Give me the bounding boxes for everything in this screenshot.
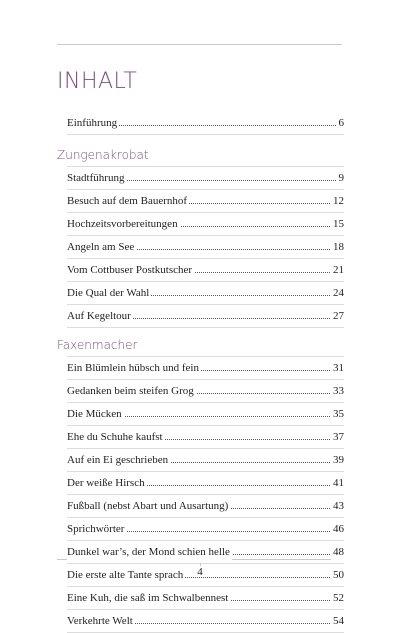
page-title: INHALT: [57, 69, 138, 94]
toc-entry-page-number: 33: [331, 380, 344, 402]
toc-entry[interactable]: [67, 495, 344, 518]
toc-entry-title: Auf Kegeltour: [67, 305, 133, 327]
toc-entry-title: Stadtführung: [67, 167, 126, 189]
toc-entry-page-number: 27: [331, 305, 344, 327]
toc-entry-introduction[interactable]: [67, 112, 344, 135]
toc-entry-page-number: 50: [331, 564, 344, 586]
toc-entry-page-number: 43: [331, 495, 344, 517]
toc-entry-title: Auf ein Ei geschrieben: [67, 449, 170, 471]
toc-entry[interactable]: [67, 213, 344, 236]
top-divider: [57, 44, 342, 45]
toc-entry[interactable]: [67, 380, 344, 403]
toc-entry-page-number: 12: [331, 190, 344, 212]
toc-entry[interactable]: [67, 426, 344, 449]
toc-section-zungenakrobat: [57, 166, 344, 328]
toc-entry-title: Dunkel war’s, der Mond schien helle: [67, 541, 232, 563]
toc-entry-title: Sprichwörter: [67, 518, 126, 540]
page-number: 4: [197, 566, 203, 578]
toc-entry-page-number: 37: [331, 426, 344, 448]
toc-entry-page-number: 9: [337, 167, 345, 189]
toc-entry[interactable]: [67, 541, 344, 564]
toc-entry[interactable]: [67, 166, 344, 190]
toc-entry-title: Einführung: [67, 112, 119, 134]
toc-entry-page-number: 18: [331, 236, 344, 258]
toc-entry-title: Hochzeitsvorbereitungen: [67, 213, 180, 235]
toc-entry-title: Gedanken beim steifen Grog: [67, 380, 196, 402]
toc-entry[interactable]: [67, 587, 344, 610]
toc-entry-page-number: 54: [331, 610, 344, 632]
toc-entry-title: Vom Cottbuser Postkutscher: [67, 259, 194, 281]
toc-entry-page-number: 39: [331, 449, 344, 471]
toc-entry-page-number: 21: [331, 259, 344, 281]
toc-entry[interactable]: [67, 356, 344, 380]
section-heading-zungenakrobat: Zungenakrobat: [57, 148, 149, 162]
toc-entry[interactable]: [67, 449, 344, 472]
toc-intro-list: [57, 112, 344, 135]
toc-entry-page-number: 46: [331, 518, 344, 540]
toc-entry[interactable]: [67, 518, 344, 541]
toc-section-faxenmacher: [57, 356, 344, 633]
toc-entry-title: Der weiße Hirsch: [67, 472, 147, 494]
toc-entry[interactable]: [67, 259, 344, 282]
toc-entry[interactable]: [67, 282, 344, 305]
toc-entry[interactable]: [67, 190, 344, 213]
toc-entry-title: Verkehrte Welt: [67, 610, 135, 632]
toc-entry-page-number: 15: [331, 213, 344, 235]
toc-entry-page-number: 41: [331, 472, 344, 494]
toc-entry-title: Die erste alte Tante sprach: [67, 564, 185, 586]
toc-entry-title: Die Mücken: [67, 403, 124, 425]
toc-entry[interactable]: [67, 236, 344, 259]
toc-entry-page-number: 52: [331, 587, 344, 609]
toc-entry-title: Angeln am See: [67, 236, 136, 258]
toc-entry-title: Ehe du Schuhe kaufst: [67, 426, 165, 448]
toc-entry[interactable]: [67, 472, 344, 495]
toc-entry-page-number: 6: [337, 112, 345, 134]
toc-entry-title: Die Qual der Wahl: [67, 282, 151, 304]
table-of-contents: [57, 112, 344, 633]
toc-entry[interactable]: [67, 610, 344, 633]
section-spacer: [57, 135, 344, 145]
toc-entry-page-number: 31: [331, 357, 344, 379]
toc-entry-title: Ein Blümlein hübsch und fein: [67, 357, 201, 379]
section-spacer: [57, 328, 344, 335]
toc-entry-title: Fußball (nebst Abart und Ausartung): [67, 495, 230, 517]
toc-entry[interactable]: [67, 403, 344, 426]
toc-entry-title: Eine Kuh, die saß im Schwalbennest: [67, 587, 230, 609]
section-heading-faxenmacher: Faxenmacher: [57, 338, 138, 352]
toc-entry-page-number: 24: [331, 282, 344, 304]
toc-entry-page-number: 35: [331, 403, 344, 425]
toc-entry[interactable]: [67, 305, 344, 328]
toc-entry-page-number: 48: [331, 541, 344, 563]
toc-entry-title: Besuch auf dem Bauernhof: [67, 190, 189, 212]
